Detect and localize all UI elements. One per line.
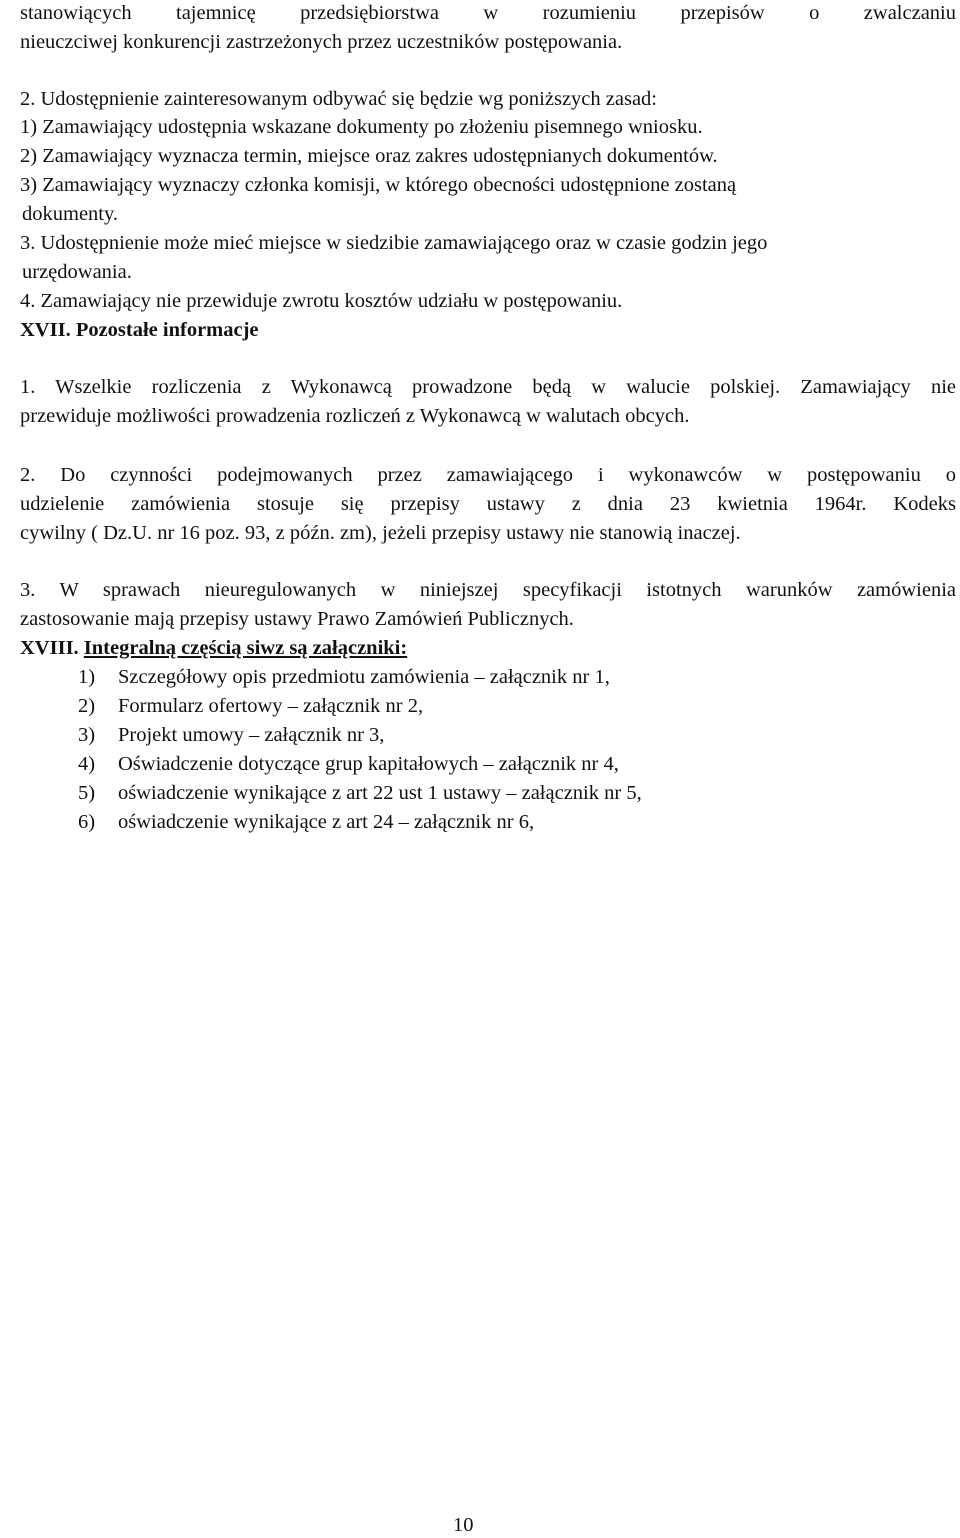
- section-heading: XVII. Pozostałe informacje: [20, 319, 259, 341]
- rule-item-continuation: dokumenty.: [22, 203, 119, 225]
- paragraph-line: stanowiących tajemnicę przedsiębiorstwa w rozumieniu przepisów o zwalczaniu: [20, 2, 956, 24]
- attachment-item: [78, 780, 642, 806]
- paragraph-line: 4. Zamawiający nie przewiduje zwrotu kosztów udziału w postępowaniu.: [20, 290, 623, 312]
- attachment-item: [78, 722, 384, 748]
- attachment-item: [78, 693, 423, 719]
- section-heading: [20, 635, 407, 661]
- attachment-text: Projekt umowy – załącznik nr 3,: [118, 724, 385, 746]
- section-heading-number: XVIII.: [20, 637, 79, 659]
- attachment-number: 2): [78, 695, 96, 717]
- attachment-number: 4): [78, 753, 96, 775]
- attachment-number: 5): [78, 782, 96, 804]
- page-number: 10: [453, 1514, 474, 1536]
- attachment-number: 6): [78, 811, 96, 833]
- attachment-item: [78, 809, 534, 835]
- attachment-text: oświadczenie wynikające z art 24 – załącznik nr 6,: [118, 811, 535, 833]
- paragraph-line: przewiduje możliwości prowadzenia rozliczeń z Wykonawcą w walutach obcych.: [20, 405, 690, 427]
- paragraph-line: urzędowania.: [22, 261, 132, 283]
- attachment-text: Szczegółowy opis przedmiotu zamówienia – załącznik nr 1,: [118, 666, 610, 688]
- attachment-item: [78, 664, 610, 690]
- attachment-text: Oświadczenie dotyczące grup kapitałowych – załącznik nr 4,: [118, 753, 619, 775]
- attachment-number: 3): [78, 724, 96, 746]
- rule-item: 2) Zamawiający wyznacza termin, miejsce oraz zakres udostępnianych dokumentów.: [20, 145, 718, 167]
- paragraph-line: 2. Udostępnienie zainteresowanym odbywać się będzie wg poniższych zasad:: [20, 88, 657, 110]
- rule-item: 3) Zamawiający wyznaczy członka komisji, w którego obecności udostępnione zostaną: [20, 174, 737, 196]
- attachment-text: oświadczenie wynikające z art 22 ust 1 ustawy – załącznik nr 5,: [118, 782, 642, 804]
- rule-item: 1) Zamawiający udostępnia wskazane dokumenty po złożeniu pisemnego wniosku.: [20, 116, 703, 138]
- paragraph-line: 3. W sprawach nieuregulowanych w niniejszej specyfikacji istotnych warunków zamówienia: [20, 579, 956, 601]
- attachment-number: 1): [78, 666, 96, 688]
- paragraph-line: nieuczciwej konkurencji zastrzeżonych przez uczestników postępowania.: [20, 31, 623, 53]
- paragraph-line: 2. Do czynności podejmowanych przez zamawiającego i wykonawców w postępowaniu o: [20, 464, 956, 486]
- attachment-item: [78, 751, 619, 777]
- section-heading-text: Integralną częścią siwz są załączniki:: [83, 637, 408, 659]
- paragraph-line: udzielenie zamówienia stosuje się przepisy ustawy z dnia 23 kwietnia 1964r. Kodeks: [20, 493, 956, 515]
- paragraph-line: cywilny ( Dz.U. nr 16 poz. 93, z późn. zm), jeżeli przepisy ustawy nie stanowią inaczej.: [20, 522, 741, 544]
- paragraph-line: 3. Udostępnienie może mieć miejsce w siedzibie zamawiającego oraz w czasie godzin jego: [20, 232, 768, 254]
- attachment-text: Formularz ofertowy – załącznik nr 2,: [118, 695, 424, 717]
- paragraph-line: zastosowanie mają przepisy ustawy Prawo Zamówień Publicznych.: [20, 608, 574, 630]
- paragraph-line: 1. Wszelkie rozliczenia z Wykonawcą prowadzone będą w walucie polskiej. Zamawiający nie: [20, 376, 956, 398]
